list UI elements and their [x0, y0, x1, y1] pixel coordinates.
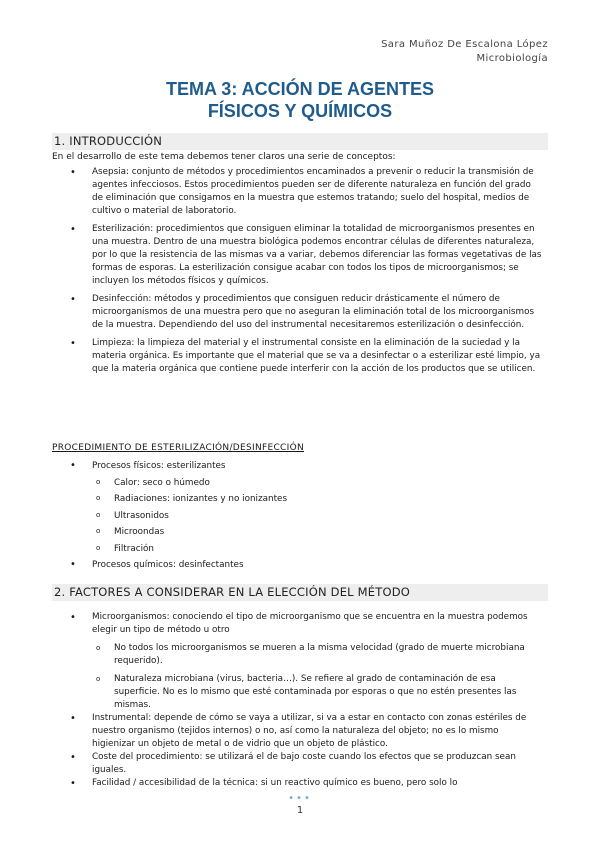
procedure-heading: PROCEDIMIENTO DE ESTERILIZACIÓN/DESINFECCIÓN [52, 443, 305, 453]
procesos-fisicos-label: Procesos físicos: esterilizantes [92, 461, 226, 471]
list-item-coste: • Coste del procedimiento: se utilizará el de bajo coste cuando los efectos que se produzcan sean iguales. [70, 751, 544, 777]
section-heading-factores: 2. FACTORES A CONSIDERAR EN LA ELECCIÓN DEL MÉTODO [52, 584, 548, 601]
title-line-2: FÍSICOS Y QUÍMICOS [207, 101, 393, 121]
list-item-asepsia: • Asepsia: conjunto de métodos y procedimientos encaminados a prevenir o reducir la transmisión de agentes infecciosos. Estos procedimientos pueden ser de diferente naturaleza en función del grado de eliminación que consigamos en la muestra que estemos tratando; suelo del hospital, medios de cultivo o material de laboratorio. [70, 166, 544, 218]
list-item-facilidad: • Facilidad / accesibilidad de la técnica: si un reactivo químico es bueno, pero solo lo [70, 777, 544, 790]
page-number: 1 [296, 805, 304, 816]
footer-dots-ornament: ••• [288, 793, 312, 804]
list-item-procesos-quimicos: • Procesos químicos: desinfectantes [70, 557, 544, 574]
factors-list [70, 611, 544, 790]
procedure-list [70, 458, 544, 574]
list-item-naturaleza-microbiana: o Naturaleza microbiana (virus, bacteria…). Se refiere al grado de contaminación de esa superficie. No es lo mismo que esté contaminada por esporas o que no estén presentes las mismas. [92, 673, 544, 712]
physical-methods-list [92, 475, 544, 558]
list-item-microorganismos [70, 611, 544, 712]
list-item-desinfeccion: • Desinfección: métodos y procedimientos que consiguen reducir drásticamente el número de microorganismos de una muestra pero que no aseguran la eliminación total de los microorganismos de la muestra. Dependiendo del uso del instrumental necesitaremos esterilización o desinfección. [70, 293, 544, 332]
section-heading-introduccion: 1. INTRODUCCIÓN [52, 133, 548, 150]
list-item-microondas: o Microondas [92, 524, 544, 541]
document-title [0, 78, 600, 122]
list-item-radiaciones: o Radiaciones: ionizantes y no ionizantes [92, 491, 544, 508]
microorganisms-sublist [92, 642, 544, 712]
concepts-list [70, 166, 544, 381]
page-header [381, 38, 548, 66]
list-item-calor: o Calor: seco o húmedo [92, 475, 544, 492]
list-item-instrumental: • Instrumental: depende de cómo se vaya a utilizar, si va a estar en contacto con zonas estériles de nuestro organismo (tejidos internos) o no, así como la naturaleza del objeto; no es lo mismo higienizar un objeto de metal o de vidrio que un objeto de plástico. [70, 712, 544, 751]
intro-paragraph: En el desarrollo de este tema debemos tener claros una serie de conceptos: [52, 152, 396, 162]
list-item-procesos-fisicos [70, 458, 544, 557]
title-line-1: TEMA 3: ACCIÓN DE AGENTES [165, 79, 434, 99]
list-item-ultrasonidos: o Ultrasonidos [92, 508, 544, 525]
microorganismos-text: Microorganismos: conociendo el tipo de microorganismo que se encuentra en la muestra podemos elegir un tipo de método u otro [92, 612, 528, 635]
subject-name: Microbiología [476, 53, 548, 64]
author-name: Sara Muñoz De Escalona López [381, 39, 548, 50]
list-item-esterilizacion: • Esterilización: procedimientos que consiguen eliminar la totalidad de microorganismos presentes en una muestra. Dentro de una muestra biológica podemos encontrar células de diferentes naturaleza, por lo que la resistencia de las mismas va a variar, debemos diferenciar las formas vegetativas de las formas de esporas. La esterilización consigue acabar con todos los tipos de microorganismos; se incluyen los métodos físicos y químicos. [70, 223, 544, 288]
list-item-limpieza: • Limpieza: la limpieza del material y el instrumental consiste en la eliminación de la suciedad y la materia orgánica. Es importante que el material que se va a desinfectar o a esterilizar esté limpio, ya que la materia orgánica que contiene puede interferir con la acción de los productos que se utilicen. [70, 337, 544, 376]
list-item-velocidad-muerte: o No todos los microorganismos se mueren a la misma velocidad (grado de muerte microbiana requerido). [92, 642, 544, 668]
list-item-filtracion: o Filtración [92, 541, 544, 558]
